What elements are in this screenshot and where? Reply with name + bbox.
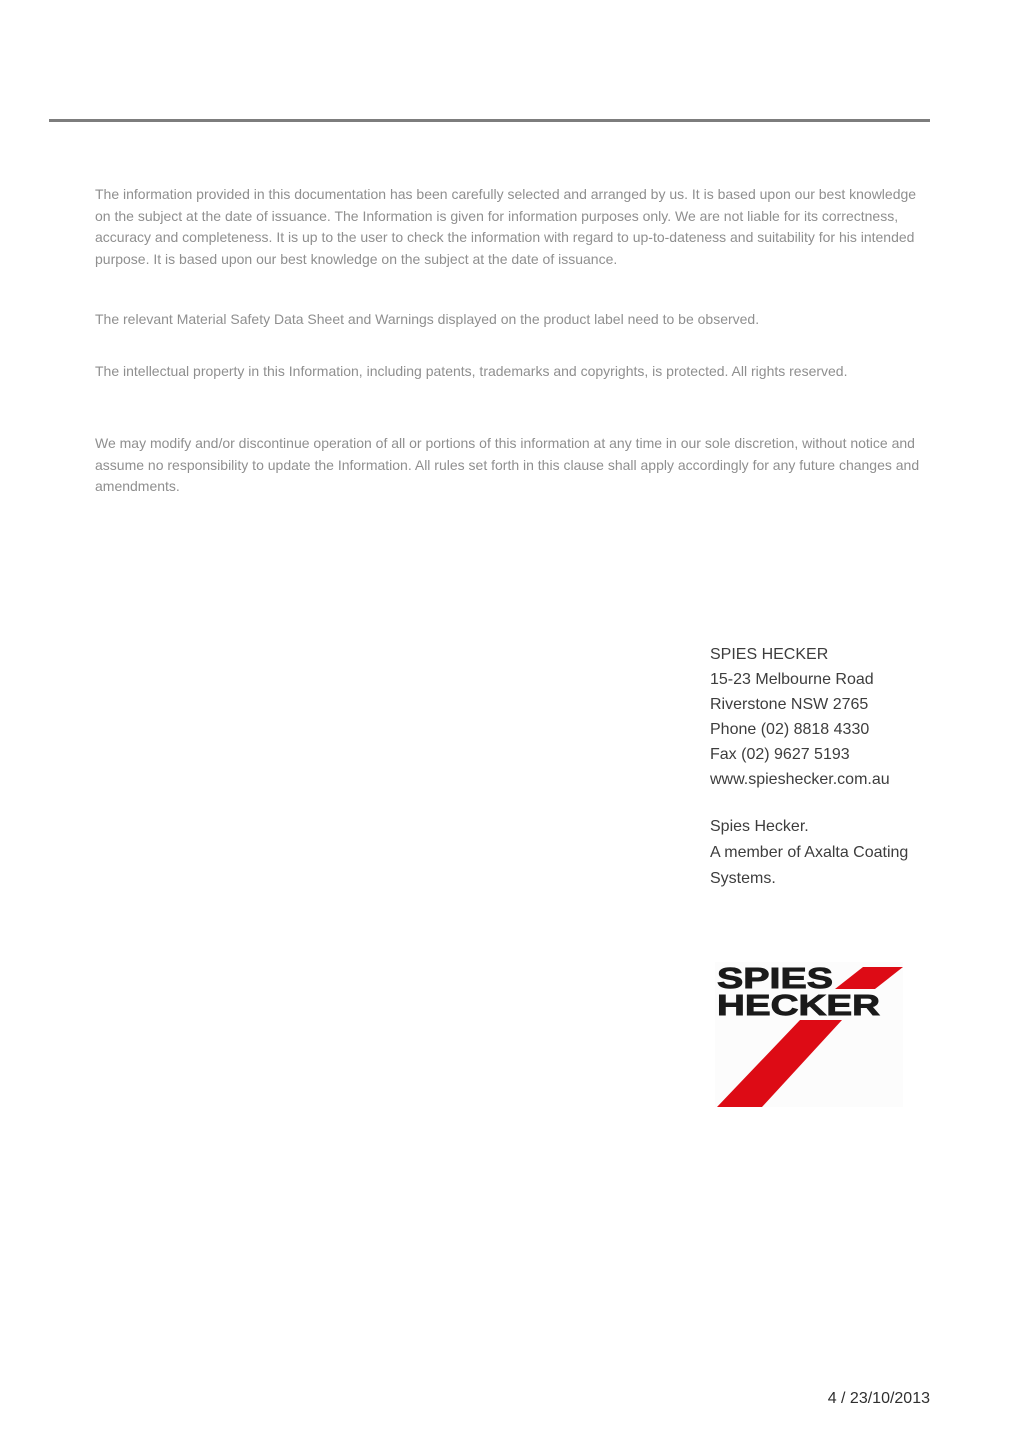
page-number-date: 4 / 23/10/2013 [827,1390,930,1407]
spies-hecker-logo-icon [715,962,903,1107]
street-address: 15-23 Melbourne Road [710,671,874,688]
contact-address-block [710,642,890,792]
company-name: SPIES HECKER [710,646,829,663]
phone-number: Phone (02) 8818 4330 [710,721,870,738]
modification-clause-paragraph: We may modify and/or discontinue operation of all or portions of this information at any time in our sole discretion, without notice and assume no responsibility to update the Information. All rules set forth in this clause shall apply accordingly for any future changes and amendments. [95,435,920,494]
website-url: www.spieshecker.com.au [710,771,890,788]
disclaimer-paragraph: The information provided in this documentation has been carefully selected and arranged by us. It is based upon our best knowledge on the subject at the date of issuance. The Information is given for information purposes only. We are not liable for its correctness, accuracy and completeness. It is up to the user to check the information with regard to up-to-dateness and suitability for his intended purpose. It is based upon our best knowledge on the subject at the date of issuance. [95,186,917,267]
logo-word-hecker: HECKER [717,990,881,1022]
fax-number: Fax (02) 9627 5193 [710,746,850,763]
logo-word-spies: SPIES [717,963,833,995]
membership-statement: A member of Axalta Coating Systems. [710,844,909,887]
company-membership-block [710,814,920,892]
logo-red-slash-top-icon [835,967,903,989]
company-short-name: Spies Hecker. [710,818,809,835]
spies-hecker-logo [715,962,903,1107]
city-address: Riverstone NSW 2765 [710,696,869,713]
msds-warning-paragraph: The relevant Material Safety Data Sheet and Warnings displayed on the product label need to be observed. [95,311,760,327]
header-divider-line [49,119,930,122]
logo-red-slash-bottom-icon [717,1020,842,1107]
intellectual-property-paragraph: The intellectual property in this Information, including patents, trademarks and copyrights, is protected. All rights reserved. [95,363,848,379]
